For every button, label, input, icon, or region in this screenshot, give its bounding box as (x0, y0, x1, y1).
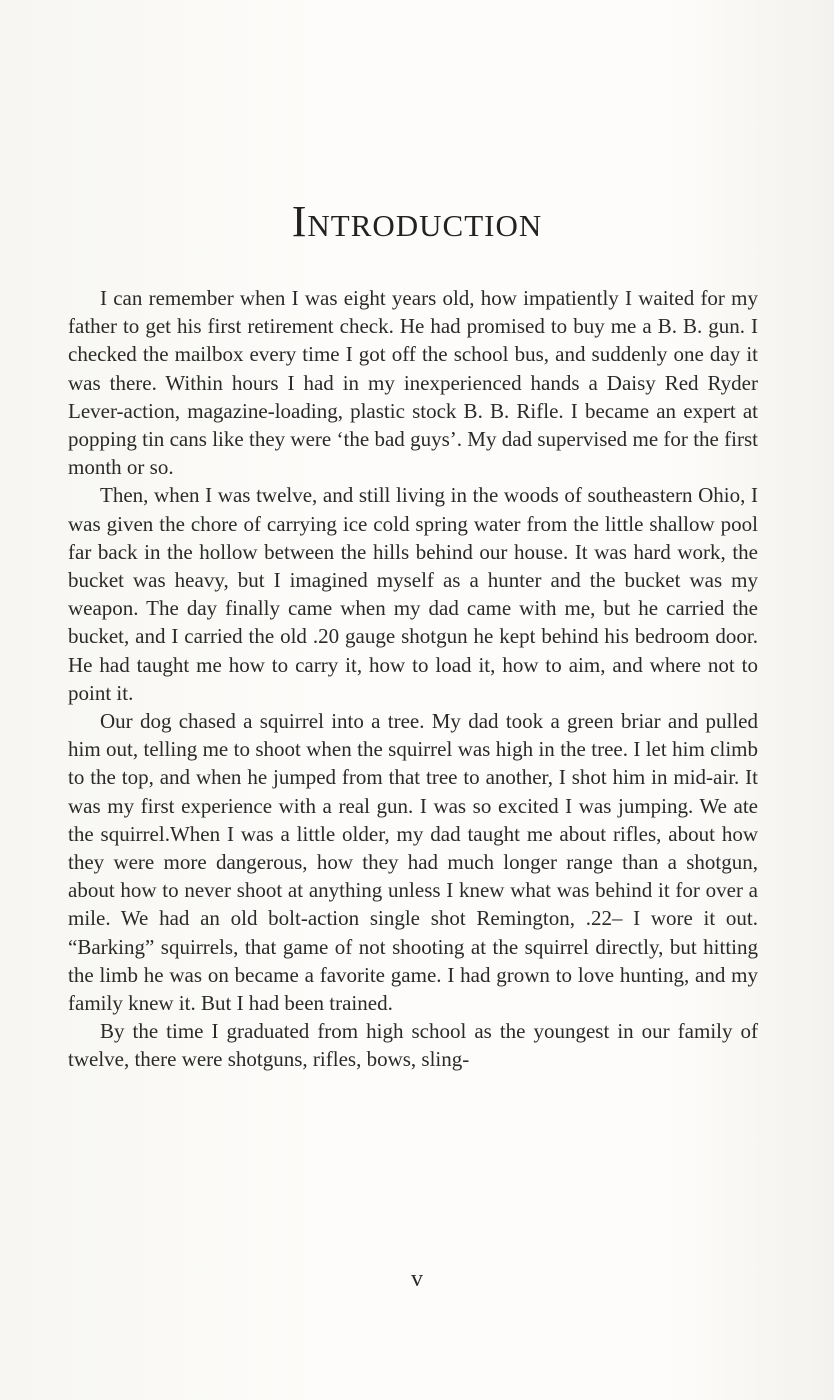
paragraph-2: Then, when I was twelve, and still living in the woods of southeastern Ohio, I was given the chore of carrying ice cold spring water from the little shallow pool far back in the hollow between the hills behind our house. It was hard work, the bucket was heavy, but I imagined myself as a hunter and the bucket was my weapon. The day finally came when my dad came with me, but he carried the bucket, and I carried the old .20 gauge shotgun he kept behind his bedroom door. He had taught me how to carry it, how to load it, how to aim, and where not to point it. (68, 483, 758, 705)
paragraph-1: I can remember when I was eight years old, how impatiently I waited for my father to get his first retirement check. He had promised to buy me a B. B. gun. I checked the mailbox every time I got off the school bus, and suddenly one day it was there. Within hours I had in my inexperienced hands a Daisy Red Ryder Lever-action, magazine-loading, plastic stock B. B. Rifle. I became an expert at popping tin cans like they were ‘the bad guys’. My dad supervised me for the first month or so. (68, 286, 758, 480)
chapter-title: Introduction (291, 197, 543, 246)
paragraph-3: Our dog chased a squirrel into a tree. My dad took a green briar and pulled him out, telling me to shoot when the squirrel was high in the tree. I let him climb to the top, and when he jumped from that tree to another, I shot him in mid-air. It was my first experience with a real gun. I was so excited I was jumping. We ate the squirrel.When I was a little older, my dad taught me about rifles, about how they were more dangerous, how they had much longer range than a shotgun, about how to never shoot at anything unless I knew what was behind it for over a mile. We had an old bolt-action single shot Remington, .22– I wore it out. “Barking” squirrels, that game of not shooting at the squirrel directly, but hitting the limb he was on became a favorite game. I had grown to love hunting, and my family knew it. But I had been trained. (68, 709, 758, 1016)
body-text (68, 284, 758, 1074)
paragraph-4: By the time I graduated from high school as the youngest in our family of twelve, there were shotguns, rifles, bows, sling- (68, 1019, 758, 1072)
page-number: v (411, 1266, 423, 1292)
